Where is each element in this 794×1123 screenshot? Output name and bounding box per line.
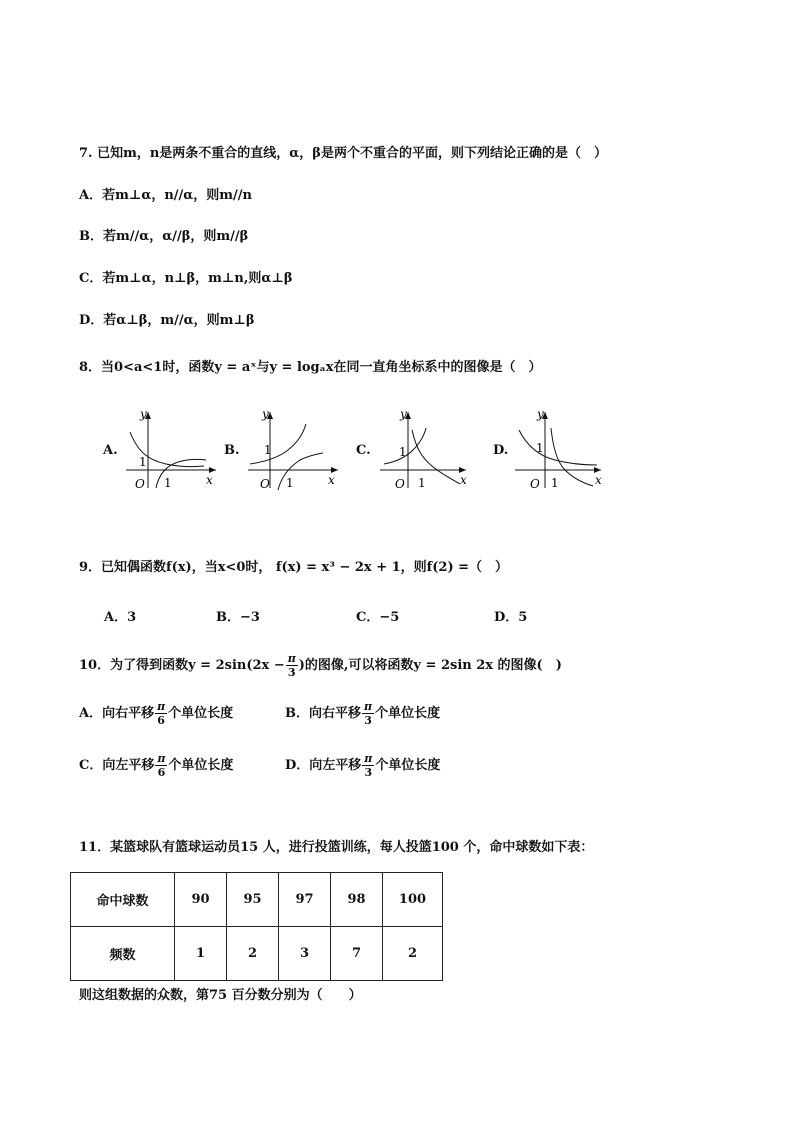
q10-option-c-prefix: C．向左平移 (79, 758, 155, 773)
q10-option-c (79, 752, 233, 779)
q11-stem: 11．某篮球队有篮球运动员15 人，进行投篮训练，每人投篮100 个，命中球数如下表： (79, 840, 594, 855)
q8-graph-b-label: B. (224, 443, 240, 458)
q8-graph-d (515, 408, 625, 493)
table-cell: 100 (383, 873, 443, 927)
table-cell: 7 (331, 927, 383, 981)
q10-stem-prefix: 10．为了得到函数y = 2sin(2x − (79, 658, 285, 673)
q8-graph-a-tick-y: 1 (139, 455, 147, 469)
q8-graph-a-origin: O (135, 477, 145, 491)
q10-frac-den: 3 (287, 666, 296, 679)
q8-graph-b-y: y (262, 407, 269, 421)
q11-after-table: 则这组数据的众数，第75 百分数分别为（ ） (79, 988, 362, 1003)
q9-option-b: B．−3 (216, 610, 260, 625)
q8-graph-b-tick-y: 1 (264, 443, 272, 457)
table-cell: 98 (331, 873, 383, 927)
q10-option-a-num: π (157, 700, 166, 713)
q7-option-a: A．若m⊥α，n//α，则m//n (79, 188, 252, 203)
q10-stem (79, 652, 562, 679)
q10-frac-num: π (287, 652, 296, 665)
q10-option-a-prefix: A．向右平移 (79, 706, 155, 721)
q10-option-b-prefix: B．向右平移 (285, 706, 361, 721)
q8-graph-a (126, 408, 236, 493)
q8-graph-b (248, 408, 358, 493)
table-cell: 90 (175, 873, 227, 927)
q10-option-b-den: 3 (364, 714, 372, 727)
q8-stem: 8．当0<a<1时，函数y = aˣ与y = logₐx在同一直角坐标系中的图像是（ ） (79, 360, 542, 375)
q10-option-a-fraction (155, 700, 167, 727)
q9-stem: 9．已知偶函数f(x)，当x<0时， f(x) = x³ − 2x + 1，则f(2) =（ ） (79, 560, 509, 575)
table-cell: 97 (279, 873, 331, 927)
q7-option-c: C．若m⊥α，n⊥β，m⊥n,则α⊥β (79, 271, 293, 286)
q10-option-c-den: 6 (157, 766, 166, 779)
q8-graph-d-tick-x: 1 (551, 476, 559, 490)
q10-option-c-fraction (155, 752, 167, 779)
table-header-frequency: 频数 (71, 927, 175, 981)
q7-option-b: B．若m//α，α//β，则m//β (79, 229, 249, 244)
q8-graph-b-origin: O (260, 477, 270, 491)
q8-graph-c-tick-y: 1 (399, 445, 407, 459)
q8-graph-a-x: x (206, 473, 213, 487)
table-cell: 95 (227, 873, 279, 927)
q8-graph-c-x: x (460, 473, 467, 487)
q7-option-d: D．若α⊥β，m//α，则m⊥β (79, 313, 255, 328)
table-row (71, 927, 443, 981)
q8-graph-c-origin: O (395, 477, 405, 491)
q10-option-a-suffix: 个单位长度 (168, 706, 234, 721)
q11-table (70, 872, 443, 981)
q10-option-d-num: π (364, 752, 373, 765)
q9-option-c: C．−5 (356, 610, 400, 625)
table-row (71, 873, 443, 927)
q10-option-a (79, 700, 233, 727)
q7-stem: 7. 已知m，n是两条不重合的直线，α，β是两个不重合的平面，则下列结论正确的是（ ） (79, 146, 607, 161)
table-cell: 1 (175, 927, 227, 981)
q10-option-a-den: 6 (157, 714, 165, 727)
q10-option-b-fraction (362, 700, 374, 727)
q10-stem-fraction (286, 652, 298, 679)
q10-stem-suffix: )的图像,可以将函数y = 2sin 2x 的图像( ) (298, 658, 562, 673)
q10-option-d-prefix: D．向左平移 (285, 758, 362, 773)
q10-option-d-fraction (362, 752, 374, 779)
q8-graph-a-tick-x: 1 (164, 476, 172, 490)
q8-graph-d-y: y (537, 407, 544, 421)
q8-graph-d-label: D. (493, 443, 509, 458)
table-cell: 3 (279, 927, 331, 981)
q10-option-d-den: 3 (364, 766, 373, 779)
table-header-hits: 命中球数 (71, 873, 175, 927)
table-cell: 2 (227, 927, 279, 981)
q8-graph-c-tick-x: 1 (418, 476, 426, 490)
q8-graph-b-tick-x: 1 (286, 476, 294, 490)
q8-graph-d-x: x (595, 473, 602, 487)
q10-option-d-suffix: 个单位长度 (375, 758, 441, 773)
q9-option-d: D．5 (494, 610, 528, 625)
q8-graph-c-label: C. (356, 443, 371, 458)
table-cell: 2 (383, 927, 443, 981)
q10-option-b-num: π (364, 700, 373, 713)
q10-option-b-suffix: 个单位长度 (375, 706, 441, 721)
q8-graph-a-label: A. (103, 443, 118, 458)
q10-option-b (285, 700, 440, 727)
q8-graph-c (380, 408, 490, 493)
q8-graph-d-tick-y: 1 (536, 441, 544, 455)
q10-option-d (285, 752, 440, 779)
q8-graph-c-y: y (400, 407, 407, 421)
q10-option-c-num: π (157, 752, 166, 765)
q8-graph-d-origin: O (530, 477, 540, 491)
q10-option-c-suffix: 个单位长度 (168, 758, 234, 773)
q8-graph-a-y: y (140, 407, 147, 421)
q9-option-a: A．3 (104, 610, 137, 625)
q8-graph-b-x: x (328, 473, 335, 487)
